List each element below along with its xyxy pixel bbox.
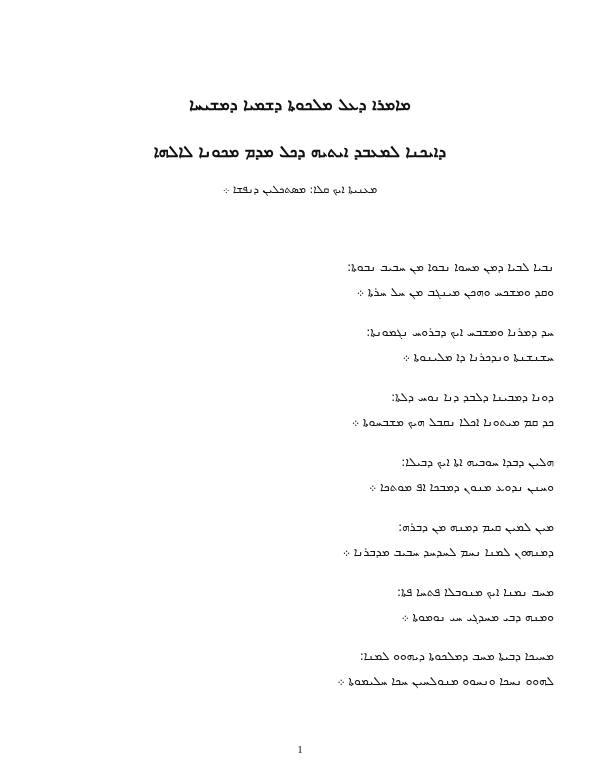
verse-line: ܘܡܢܗ ܕܒܝ ܡܚܕܓܝ ܚܝ ܢܘܡܘܬܐ ܀ xyxy=(401,610,554,624)
verse-line: ܘܩܕ ܘܡܫܟܚ ܘܗܟܢ ܡܝܢܓܒ ܡܢ ܚܠ ܚܪܬܐ ܀ xyxy=(356,285,554,299)
verse-line: ܡܚܝܟܐ ܕܒܝܬܐ ܡܚܒ ܕܡܠܟܘܬܐ ܕܝܗܘܘ ܠܡܢܐ: xyxy=(359,649,554,663)
verse-line: ܡܚܒ ܢܡܢܐ ܐܝܟ ܡܢܘܒܠܐ ܦܬܚܐ ܦܬܐ: xyxy=(396,585,554,599)
document-title-second-line: ܕܐܝܟܢܐ ܠܡܥܒܕ ܐܝܬܝܗ ܕܟܠ ܡܕܡ ܡܟܘܢܐ ܠܐܠܗܐ xyxy=(153,142,447,161)
stanza xyxy=(236,255,554,305)
verse-line: ܟܕ ܩܡ ܡܝܬܘܢܐ ܐܟܠܐ ܢܩܒܠ ܗܝܟ ܡܫܒܚܘܬܐ ܀ xyxy=(351,415,554,429)
verse-line: ܠܗܘܘ ܢܚܟܐ ܘܢܚܘܘ ܡܢܘܠܚܝܢ ܚܟܐ ܚܠܝܡܘܬܐ ܀ xyxy=(337,674,554,688)
stanza xyxy=(236,385,554,435)
stanza xyxy=(236,580,554,630)
verse-line: ܕܘܢܐ ܕܡܒܝܢܐ ܕܠܒܕ ܕܢܐ ܢܘܚ ܕܠܬܐ: xyxy=(391,390,554,404)
verse-line: ܢܒܝܐ ܠܒܝܐ ܕܡܢ ܡܚܘܐ ܢܒܘܐ ܡܢ ܚܒܝܒ ܢܒܘܬܐ: xyxy=(347,260,554,274)
document-title: ܡܐܡܪܐ ܕܥܠ ܡܠܟܘܬܐ ܕܫܡܝܐ ܕܡܫܝܚܐ xyxy=(189,95,411,114)
stanza xyxy=(236,515,554,565)
page-number: 1 xyxy=(297,744,303,756)
verse-line: ܚܫܢܫܢܬܐ ܘܢܕܟܪܢܐ ܕܐ ܡܠܝܢܘܬܐ ܀ xyxy=(402,350,554,364)
document-subtitle: ܡܥܢܝܬܐ ܐܝܟ ܩܠܐ: ܡܣܬܟܠܝܢ ܕܢܦܫܐ ܀ xyxy=(222,183,378,196)
stanza xyxy=(236,644,554,694)
verse-line: ܕܡܢܗܘܢ ܠܡܢܐ ܢܚܡ ܠܚܕܚܕ ܚܒܝܒ ܡܕܒܪܢܐ ܀ xyxy=(342,545,554,559)
stanza xyxy=(236,450,554,500)
verse-line: ܡܝܢ ܠܡܝܢ ܩܝܡ ܕܡܢܗ ܡܢ ܕܒܪܗ: xyxy=(398,520,554,534)
stanza xyxy=(236,320,554,370)
verse-line: ܚܕ ܕܡܪܢܐ ܘܡܫܒܚ ܐܝܟ ܕܒܪܘܚ ܢܓܡܘܢܬܐ: xyxy=(366,325,554,339)
verse-line: ܘܚܢܢ ܢܕܘܥ ܡܢܘܢ ܕܡܒܟܐ ܐܦ ܡܘܬܟܐ ܀ xyxy=(369,480,554,494)
verse-line: ܗܠܝܢ ܕܒܕܐ ܚܘܒܝܗ ܐܬܐ ܐܝܟ ܕܒܝܠܐ: xyxy=(401,455,554,469)
